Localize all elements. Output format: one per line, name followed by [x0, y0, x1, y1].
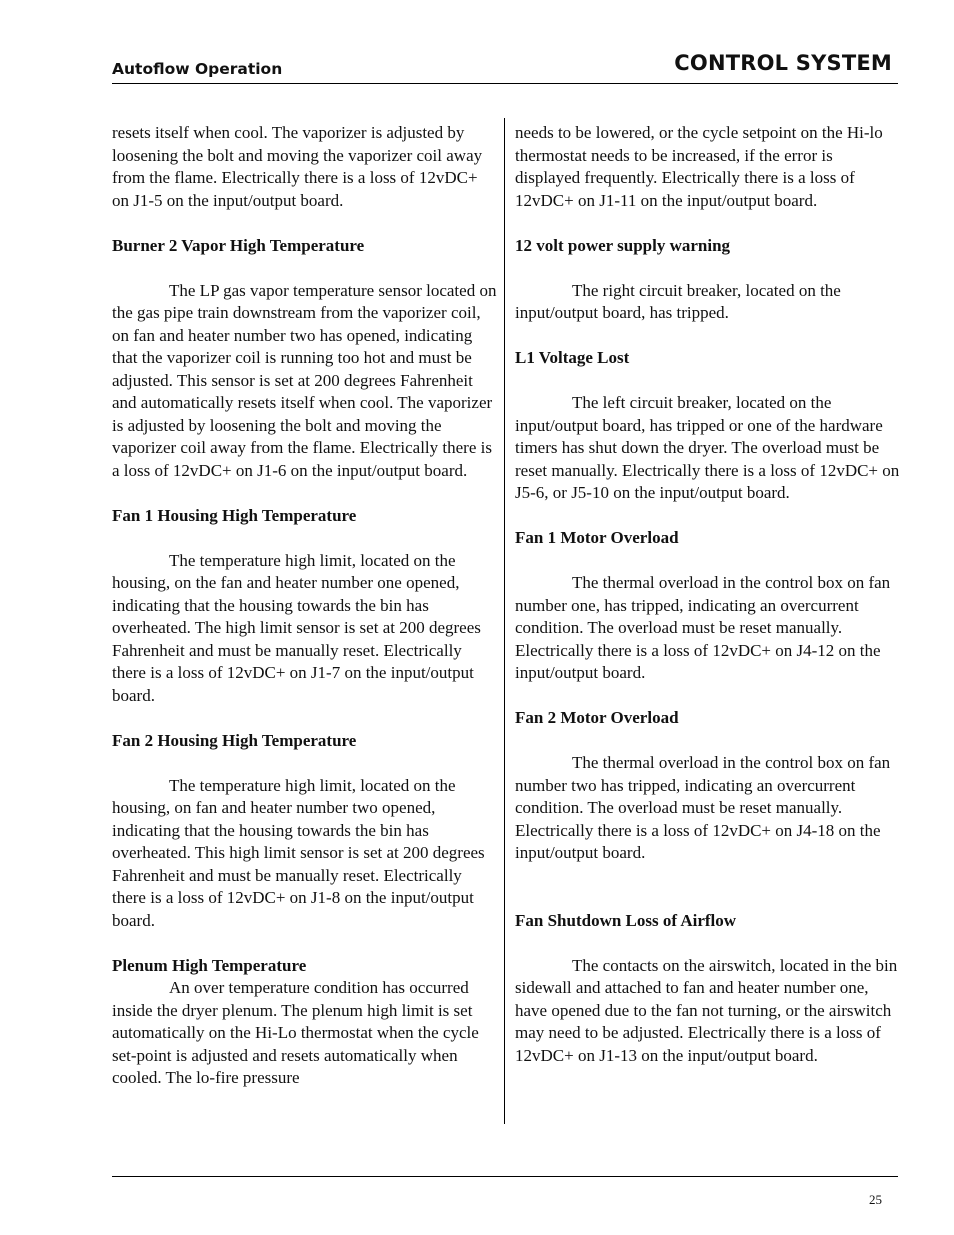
heading-fan-2-housing-high-temperature: Fan 2 Housing High Temperature	[112, 730, 357, 750]
section-title: Autoflow Operation	[112, 60, 283, 78]
chapter-title: CONTROL SYSTEM	[674, 51, 892, 75]
paragraph-burner-2-vapor-high-temperature: The LP gas vapor temperature sensor located on the gas pipe train downstream from the vaporizer coil, on fan and heater number two has opened, indicating that the vaporizer coil is running too hot and must be adjusted. This sensor is set at 200 degrees Fahrenheit and automatically resets itself when cool. The vaporizer is adjusted by loosening the bolt and moving the vaporizer coil away from the flame. Electrically there is a loss of 12vDC+ on J1-6 on the input/output board.	[112, 280, 497, 480]
heading-fan-1-housing-high-temperature: Fan 1 Housing High Temperature	[112, 505, 357, 525]
page-number: 25	[869, 1192, 882, 1207]
heading-fan-shutdown-loss-of-airflow: Fan Shutdown Loss of Airflow	[515, 910, 737, 930]
footer-rule	[112, 1176, 898, 1177]
heading-l1-voltage-lost: L1 Voltage Lost	[515, 348, 630, 367]
paragraph-plenum-high-temperature: An over temperature condition has occurred inside the dryer plenum. The plenum high limit is set automatically on the Hi-Lo thermostat when the cycle set-point is adjusted and resets automatically when cooled. The lo-fire pressure	[112, 978, 479, 1087]
left-column	[112, 122, 497, 1112]
paragraph-fan-1-housing-high-temperature: The temperature high limit, located on the housing, on the fan and heater number one opened, indicating that the housing towards the bin has overheated. The high limit sensor is set at 200 degrees Fahrenheit and must be manually reset. Electrically there is a loss of 12vDC+ on J1-7 on the input/output board.	[112, 550, 481, 705]
heading-12-volt-power-supply-warning: 12 volt power supply warning	[515, 235, 731, 255]
left-intro-paragraph: resets itself when cool. The vaporizer is adjusted by loosening the bolt and moving the vaporizer coil away from the flame. Electrically there is a loss of 12vDC+ on J1-5 on the input/output board.	[112, 123, 483, 210]
right-column	[515, 122, 900, 1090]
section-spacer	[515, 887, 900, 910]
heading-fan-1-motor-overload: Fan 1 Motor Overload	[515, 528, 679, 547]
heading-plenum-high-temperature: Plenum High Temperature	[112, 955, 307, 975]
paragraph-fan-1-motor-overload: The thermal overload in the control box on fan number one, has tripped, indicating an overcurrent condition. The overload must be reset manually. Electrically there is a loss of 12vDC+ on J4-12 on the input/output board.	[515, 573, 891, 682]
right-intro-paragraph: needs to be lowered, or the cycle setpoint on the Hi-lo thermostat needs to be increased, if the error is displayed frequently. Electrically there is a loss of 12vDC+ on J1-11 on the input/output board.	[515, 123, 883, 210]
column-divider	[504, 118, 505, 1124]
paragraph-fan-2-motor-overload: The thermal overload in the control box on fan number two has tripped, indicating an overcurrent condition. The overload must be reset manually. Electrically there is a loss of 12vDC+ on J4-18 on the input/output board.	[515, 753, 891, 862]
paragraph-l1-voltage-lost: The left circuit breaker, located on the input/output board, has tripped or one of the hardware timers has shut down the dryer. The overload must be reset manually. Electrically there is a loss of 12vDC+ on J5-6, or J5-10 on the input/output board.	[515, 393, 900, 502]
paragraph-fan-2-housing-high-temperature: The temperature high limit, located on the housing, on fan and heater number two opened, indicating that the housing towards the bin has overheated. This high limit sensor is set at 200 degrees Fahrenheit and must be manually reset. Electrically there is a loss of 12vDC+ on J1-8 on the input/output board.	[112, 775, 485, 930]
heading-burner-2-vapor-high-temperature: Burner 2 Vapor High Temperature	[112, 235, 365, 255]
paragraph-fan-shutdown-loss-of-airflow: The contacts on the airswitch, located in the bin sidewall and attached to fan and heater number one, have opened due to the fan not turning, or the airswitch may need to be adjusted. Electrically there is a loss of 12vDC+ on J1-13 on the input/output board.	[515, 955, 898, 1065]
heading-fan-2-motor-overload: Fan 2 Motor Overload	[515, 708, 679, 727]
paragraph-12-volt-power-supply-warning: The right circuit breaker, located on the input/output board, has tripped.	[515, 280, 841, 322]
header-rule	[112, 83, 898, 84]
